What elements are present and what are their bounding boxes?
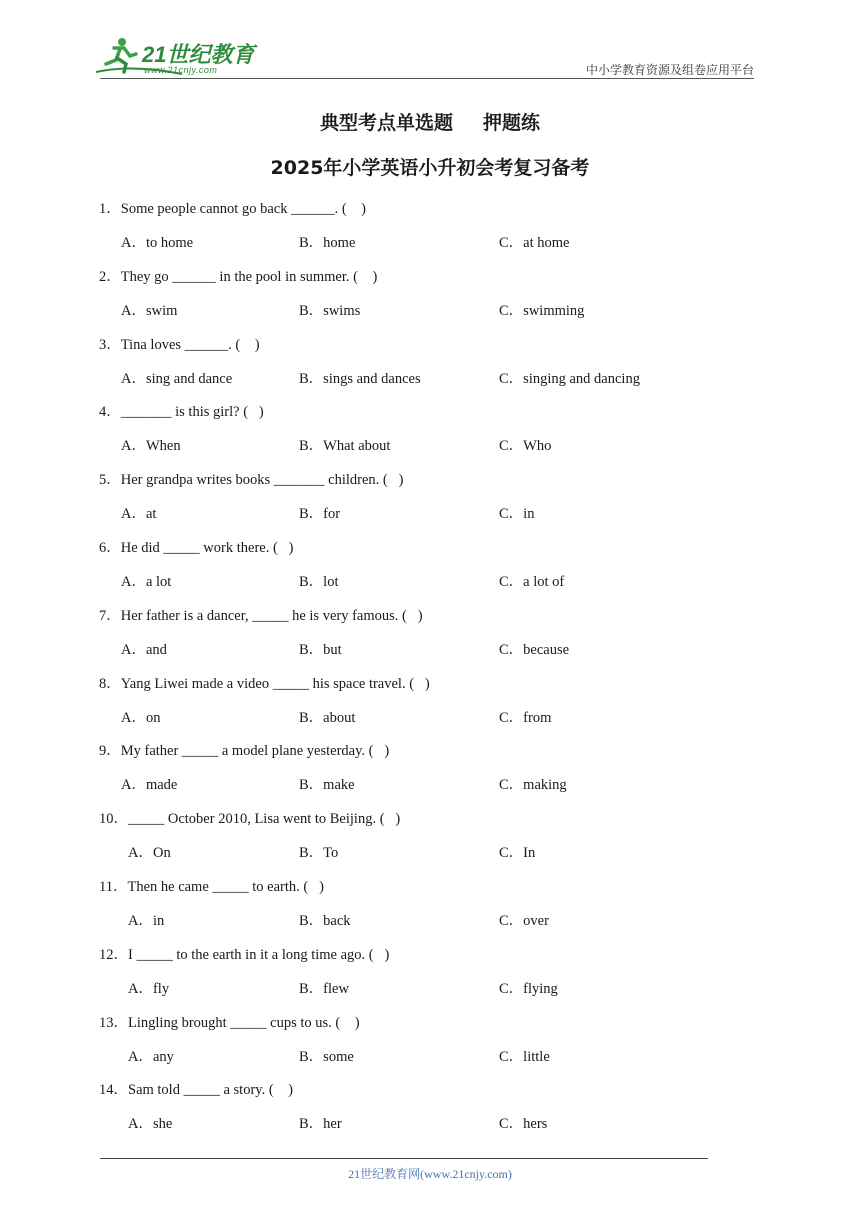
question-stem: 3．Tina loves ______. ( ) bbox=[99, 336, 260, 353]
question-stem: 10．_____ October 2010, Lisa went to Beijing. ( ) bbox=[99, 811, 401, 828]
option-b: B．her bbox=[299, 1116, 342, 1133]
option-c: C．flying bbox=[499, 980, 558, 997]
option-c: C．In bbox=[499, 845, 536, 862]
option-c: C．hers bbox=[499, 1116, 548, 1133]
option-c: C．singing and dancing bbox=[499, 370, 640, 387]
option-b: B．To bbox=[299, 845, 339, 862]
option-c: C．Who bbox=[499, 438, 552, 455]
option-a: A．a lot bbox=[121, 574, 172, 590]
question-stem: 5．Her grandpa writes books _______ children. ( ) bbox=[99, 472, 404, 489]
question-stem: 14．Sam told _____ a story. ( ) bbox=[99, 1082, 293, 1099]
question-stem: 8．Yang Liwei made a video _____ his space travel. ( ) bbox=[99, 675, 430, 692]
option-c: C．little bbox=[499, 1048, 550, 1065]
option-b: B．for bbox=[299, 506, 341, 523]
option-b: B．home bbox=[299, 235, 356, 251]
option-b: B．some bbox=[299, 1048, 354, 1065]
option-a: A．and bbox=[121, 641, 167, 658]
question-stem: 2．They go ______ in the pool in summer. ( ) bbox=[99, 268, 378, 285]
option-b: B．flew bbox=[299, 980, 349, 997]
option-a: A．at bbox=[121, 506, 157, 523]
option-c: C．from bbox=[499, 709, 552, 726]
question-stem: 12．I _____ to the earth in it a long time ago. ( ) bbox=[99, 946, 390, 963]
logo-sub-text: www.21cnjy.com bbox=[144, 65, 218, 75]
option-a: A．On bbox=[128, 845, 171, 862]
option-a: A．made bbox=[121, 777, 178, 794]
title-left: 典型考点单选题 bbox=[319, 112, 453, 134]
option-a: A．swim bbox=[121, 302, 178, 319]
logo-main-text: 21世纪教育 bbox=[142, 42, 255, 67]
option-b: B．swims bbox=[299, 302, 361, 319]
question-stem: 1．Some people cannot go back ______. ( ) bbox=[99, 201, 366, 217]
option-a: A．in bbox=[128, 913, 165, 929]
option-b: B．make bbox=[299, 777, 355, 794]
option-b: B．What about bbox=[299, 438, 391, 455]
question-stem: 4．_______ is this girl? ( ) bbox=[99, 404, 264, 421]
question-stem: 13．Lingling brought _____ cups to us. ( ) bbox=[99, 1014, 360, 1031]
option-c: C．a lot of bbox=[499, 574, 565, 590]
footer-text: 21世纪教育网(www.21cnjy.com) bbox=[348, 1167, 512, 1181]
title-right: 押题练 bbox=[483, 112, 541, 134]
page-subtitle: 2025年小学英语小升初会考复习备考 bbox=[270, 157, 590, 179]
option-c: C．because bbox=[499, 641, 570, 658]
question-stem: 7．Her father is a dancer, _____ he is very famous. ( ) bbox=[99, 607, 423, 624]
option-b: B．sings and dances bbox=[299, 370, 421, 387]
option-a: A．on bbox=[121, 709, 161, 726]
option-c: C．in bbox=[499, 506, 535, 523]
option-a: A．When bbox=[121, 438, 181, 455]
option-b: B．lot bbox=[299, 574, 339, 590]
option-a: A．sing and dance bbox=[121, 370, 233, 387]
question-stem: 9．My father _____ a model plane yesterday. ( ) bbox=[99, 743, 390, 760]
option-c: C．at home bbox=[499, 235, 570, 251]
platform-label: 中小学教育资源及组卷应用平台 bbox=[585, 63, 754, 77]
option-a: A．fly bbox=[128, 980, 170, 997]
option-b: B．but bbox=[299, 641, 342, 658]
option-a: A．to home bbox=[121, 235, 194, 251]
option-b: B．back bbox=[299, 913, 351, 929]
option-b: B．about bbox=[299, 709, 356, 726]
question-stem: 6．He did _____ work there. ( ) bbox=[99, 540, 294, 556]
option-c: C．swimming bbox=[499, 302, 585, 319]
question-stem: 11．Then he came _____ to earth. ( ) bbox=[99, 879, 324, 895]
footer-divider bbox=[100, 1158, 708, 1159]
option-c: C．over bbox=[499, 913, 549, 929]
option-a: A．she bbox=[128, 1116, 173, 1133]
option-c: C．making bbox=[499, 777, 567, 794]
option-a: A．any bbox=[128, 1048, 174, 1065]
